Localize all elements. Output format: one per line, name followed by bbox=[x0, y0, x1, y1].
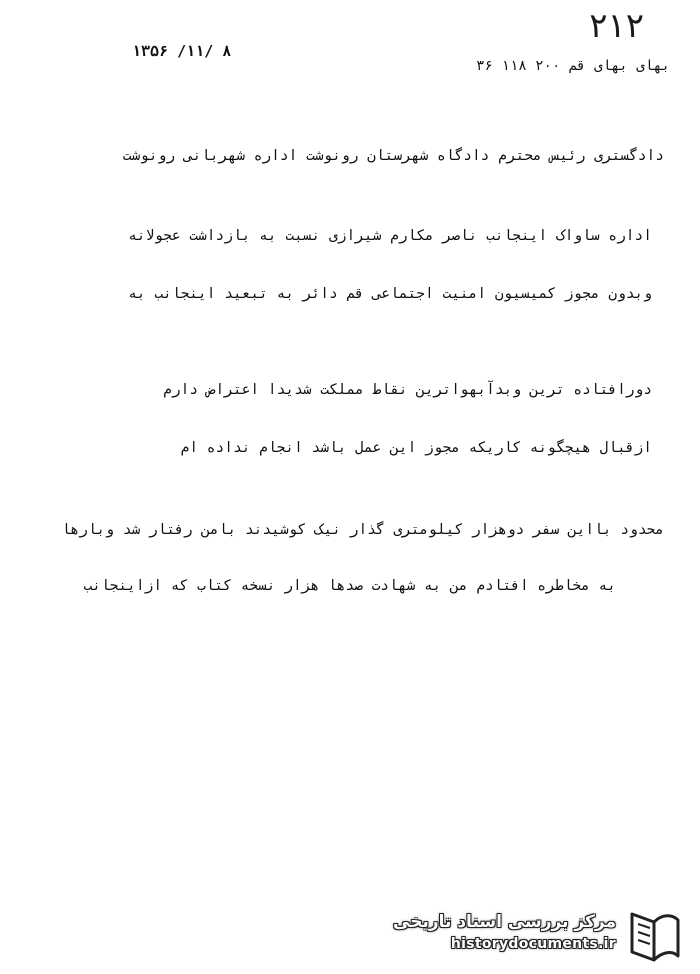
watermark-url: historydocuments.ir bbox=[450, 936, 616, 952]
document-date: ۱۳۵۶ /۱۱/ ۸ bbox=[132, 42, 232, 60]
watermark-name: مرکز بررسی اسناد تاریخی bbox=[393, 912, 616, 932]
body-line-6: محدود بااین سفر دوهزار کیلومتری گذار نیک کوشیدند بامن رفتار شد وبارها bbox=[61, 522, 664, 538]
book-emblem-icon bbox=[624, 908, 682, 964]
telegram-price-line: بهای بهای قم ۲۰۰ ۱۱۸ ۳۶ bbox=[476, 58, 670, 74]
page-number: ۲۱۲ bbox=[589, 6, 644, 46]
body-line-2: اداره ساواک اینجانب ناصر مکارم شیرازی نسبت به بازداشت عجولانه bbox=[128, 228, 652, 244]
body-line-1: دادگستری رئیس محترم دادگاه شهرستان رونوشت اداره شهربانی رونوشت bbox=[122, 148, 664, 164]
body-line-7: به مخاطره افتادم من به شهادت صدها هزار نسخه کتاب که ازاینجانب bbox=[83, 578, 616, 594]
body-line-5: ازقبال هیچگونه کاریکه مجوز این عمل باشد انجام نداده ام bbox=[180, 440, 652, 456]
body-line-4: دورافتاده ترین وبدآبهواترین نقاط مملکت شدیدا اعتراض دارم bbox=[163, 382, 652, 398]
body-line-3: وبدون مجوز کمیسیون امنیت اجتماعی قم دائر به تبعید اینجانب به bbox=[128, 286, 652, 302]
watermark-text bbox=[393, 910, 616, 954]
archive-watermark bbox=[388, 906, 688, 966]
